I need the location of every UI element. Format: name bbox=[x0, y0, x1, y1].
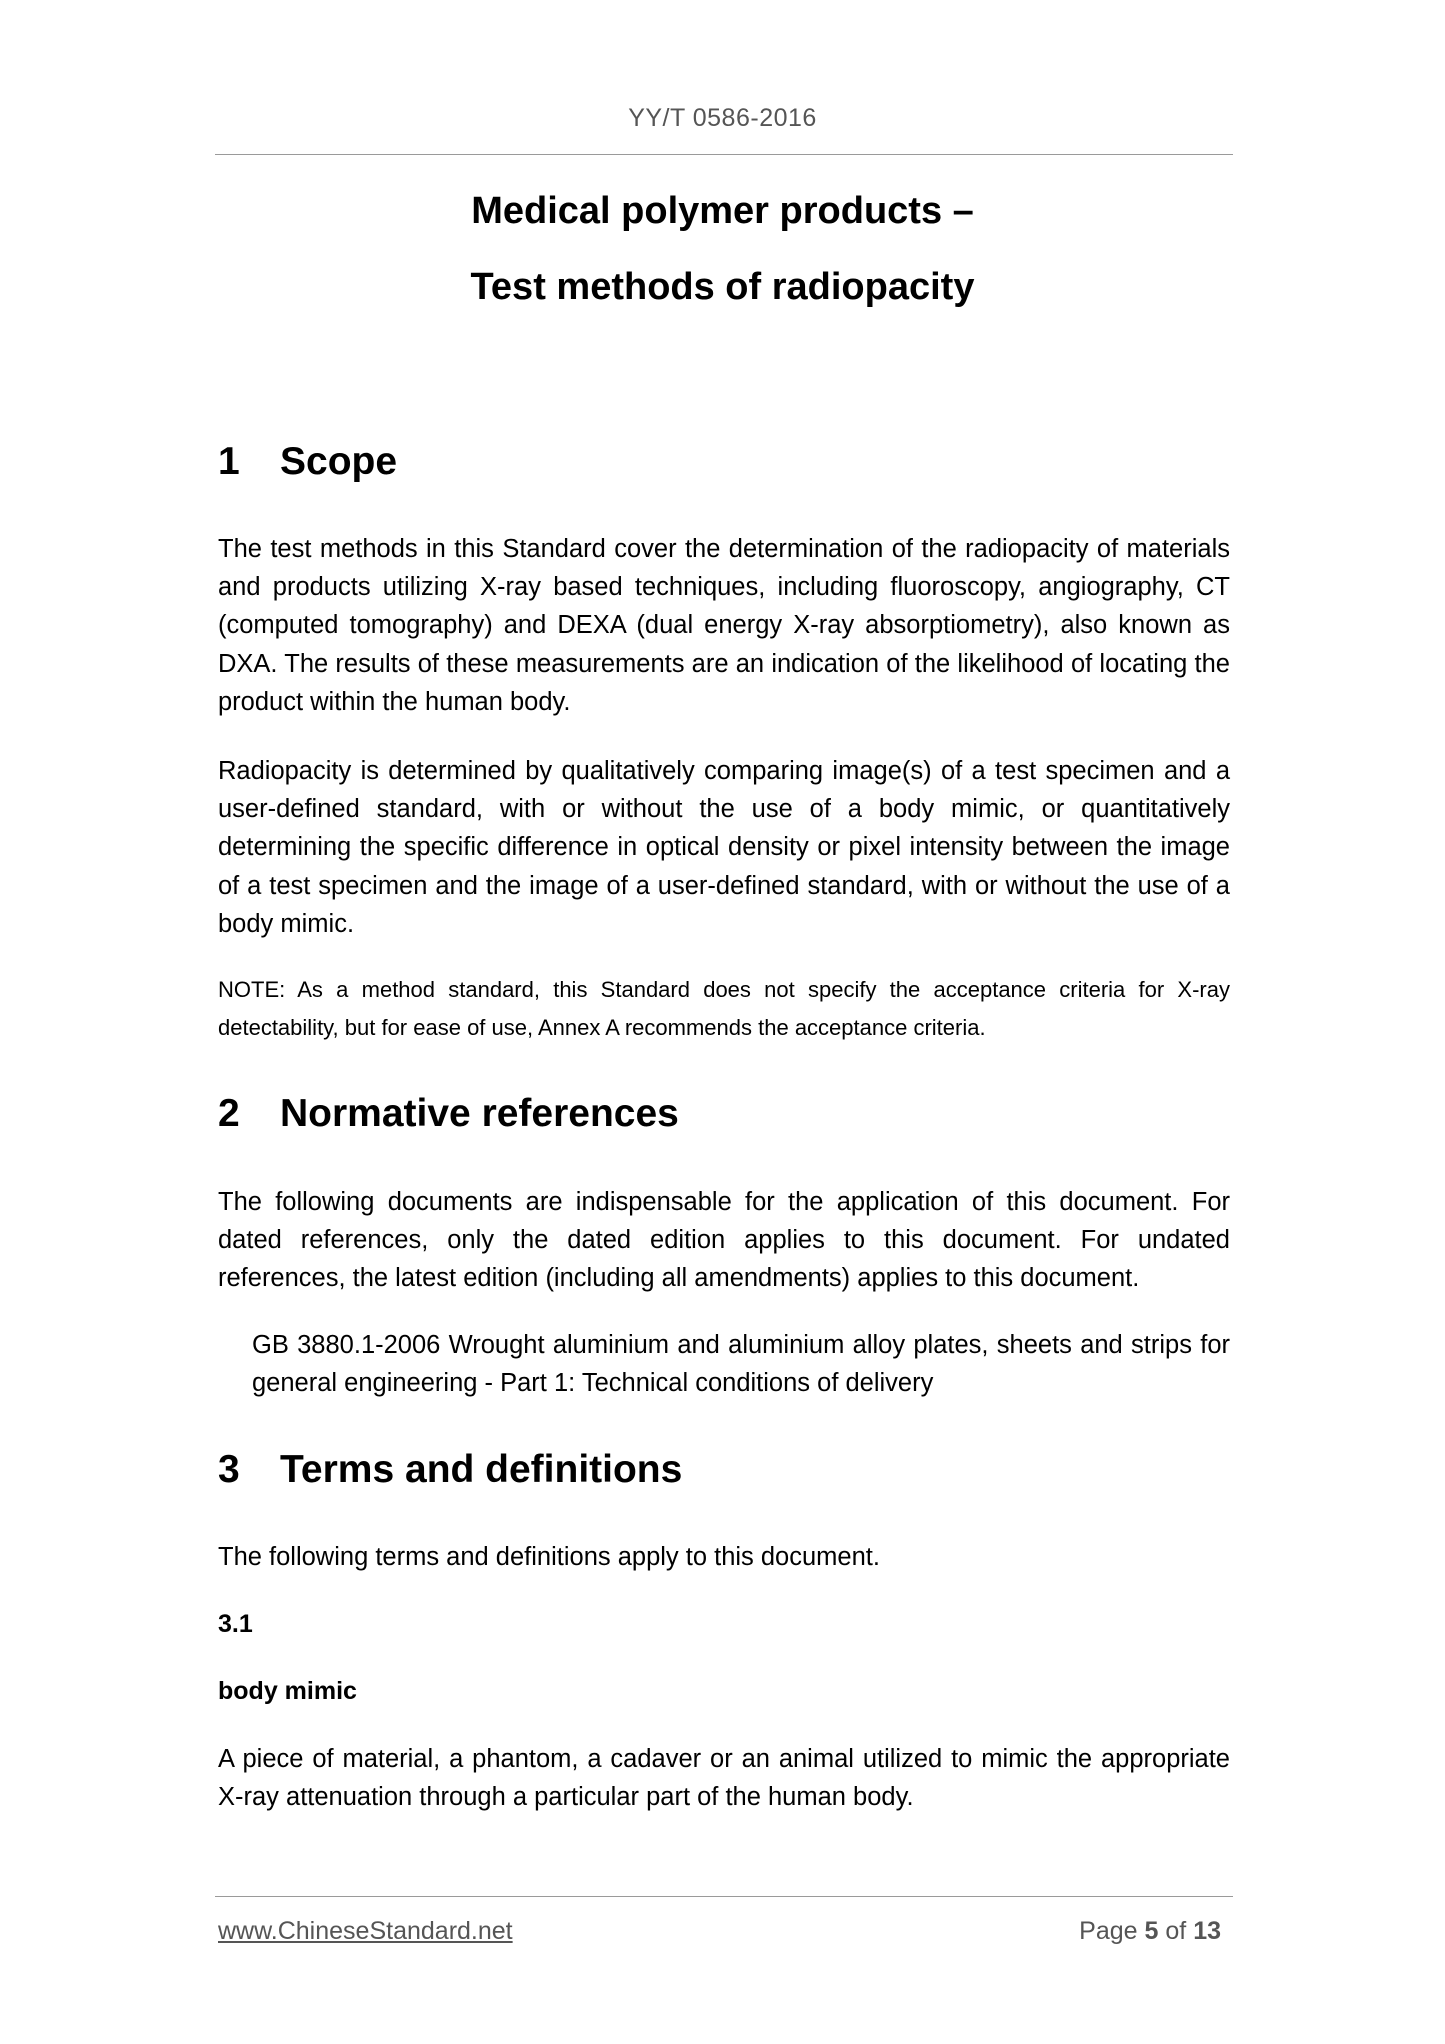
scope-note: NOTE: As a method standard, this Standard does not specify the acceptance criteria for X-ray detectability, but for ease of use, Annex A recommends the acceptance criteria. bbox=[218, 977, 1230, 1040]
section-title: Scope bbox=[280, 440, 398, 483]
website-link[interactable]: www.ChineseStandard.net bbox=[218, 1917, 513, 1945]
terms-paragraph: The following terms and definitions apply to this document. bbox=[218, 1543, 880, 1571]
document-title-line1: Medical polymer products – bbox=[471, 190, 974, 232]
document-title-line2: Test methods of radiopacity bbox=[470, 266, 975, 308]
page-current: 5 bbox=[1144, 1917, 1159, 1945]
section-number: 1 bbox=[218, 440, 240, 483]
document-code: YY/T 0586-2016 bbox=[628, 104, 817, 132]
page-of: of bbox=[1165, 1917, 1187, 1945]
scope-paragraph-2: Radiopacity is determined by qualitatively comparing image(s) of a test specimen and a user-defined standard, with or without the use of a body mimic, or quantitatively determining the specific difference in optical density or pixel intensity between the image of a test specimen and the image of a user-defined standard, with or without the use of a body mimic. bbox=[218, 757, 1230, 938]
normative-paragraph: The following documents are indispensable for the application of this document. For dated references, only the dated edition applies to this document. For undated references, the latest edition (including all amendments) applies to this document. bbox=[218, 1188, 1230, 1293]
section-heading-terms-definitions bbox=[218, 1448, 682, 1492]
footer-divider bbox=[215, 1896, 1233, 1897]
page-indicator bbox=[1079, 1917, 1221, 1946]
section-heading-normative-references bbox=[218, 1092, 679, 1136]
page-total: 13 bbox=[1193, 1917, 1221, 1945]
normative-reference-item: GB 3880.1-2006 Wrought aluminium and aluminium alloy plates, sheets and strips for general engineering - Part 1: Technical conditions of delivery bbox=[252, 1331, 1230, 1398]
header-divider bbox=[215, 154, 1233, 155]
section-number: 2 bbox=[218, 1092, 240, 1135]
section-title: Normative references bbox=[280, 1092, 679, 1135]
term-number: 3.1 bbox=[218, 1610, 253, 1638]
term-definition: A piece of material, a phantom, a cadaver or an animal utilized to mimic the appropriate X-ray attenuation through a particular part of the human body. bbox=[218, 1745, 1230, 1812]
term-name: body mimic bbox=[218, 1677, 357, 1705]
section-title: Terms and definitions bbox=[280, 1448, 683, 1491]
section-number: 3 bbox=[218, 1448, 240, 1491]
section-heading-scope bbox=[218, 440, 397, 484]
page-prefix: Page bbox=[1079, 1917, 1138, 1945]
scope-paragraph-1: The test methods in this Standard cover the determination of the radiopacity of materials and products utilizing X-ray based techniques, including fluoroscopy, angiography, CT (computed tomography) and DEXA (dual energy X-ray absorptiometry), also known as DXA. The results of these measurements are an indication of the likelihood of locating the product within the human body. bbox=[218, 535, 1230, 716]
